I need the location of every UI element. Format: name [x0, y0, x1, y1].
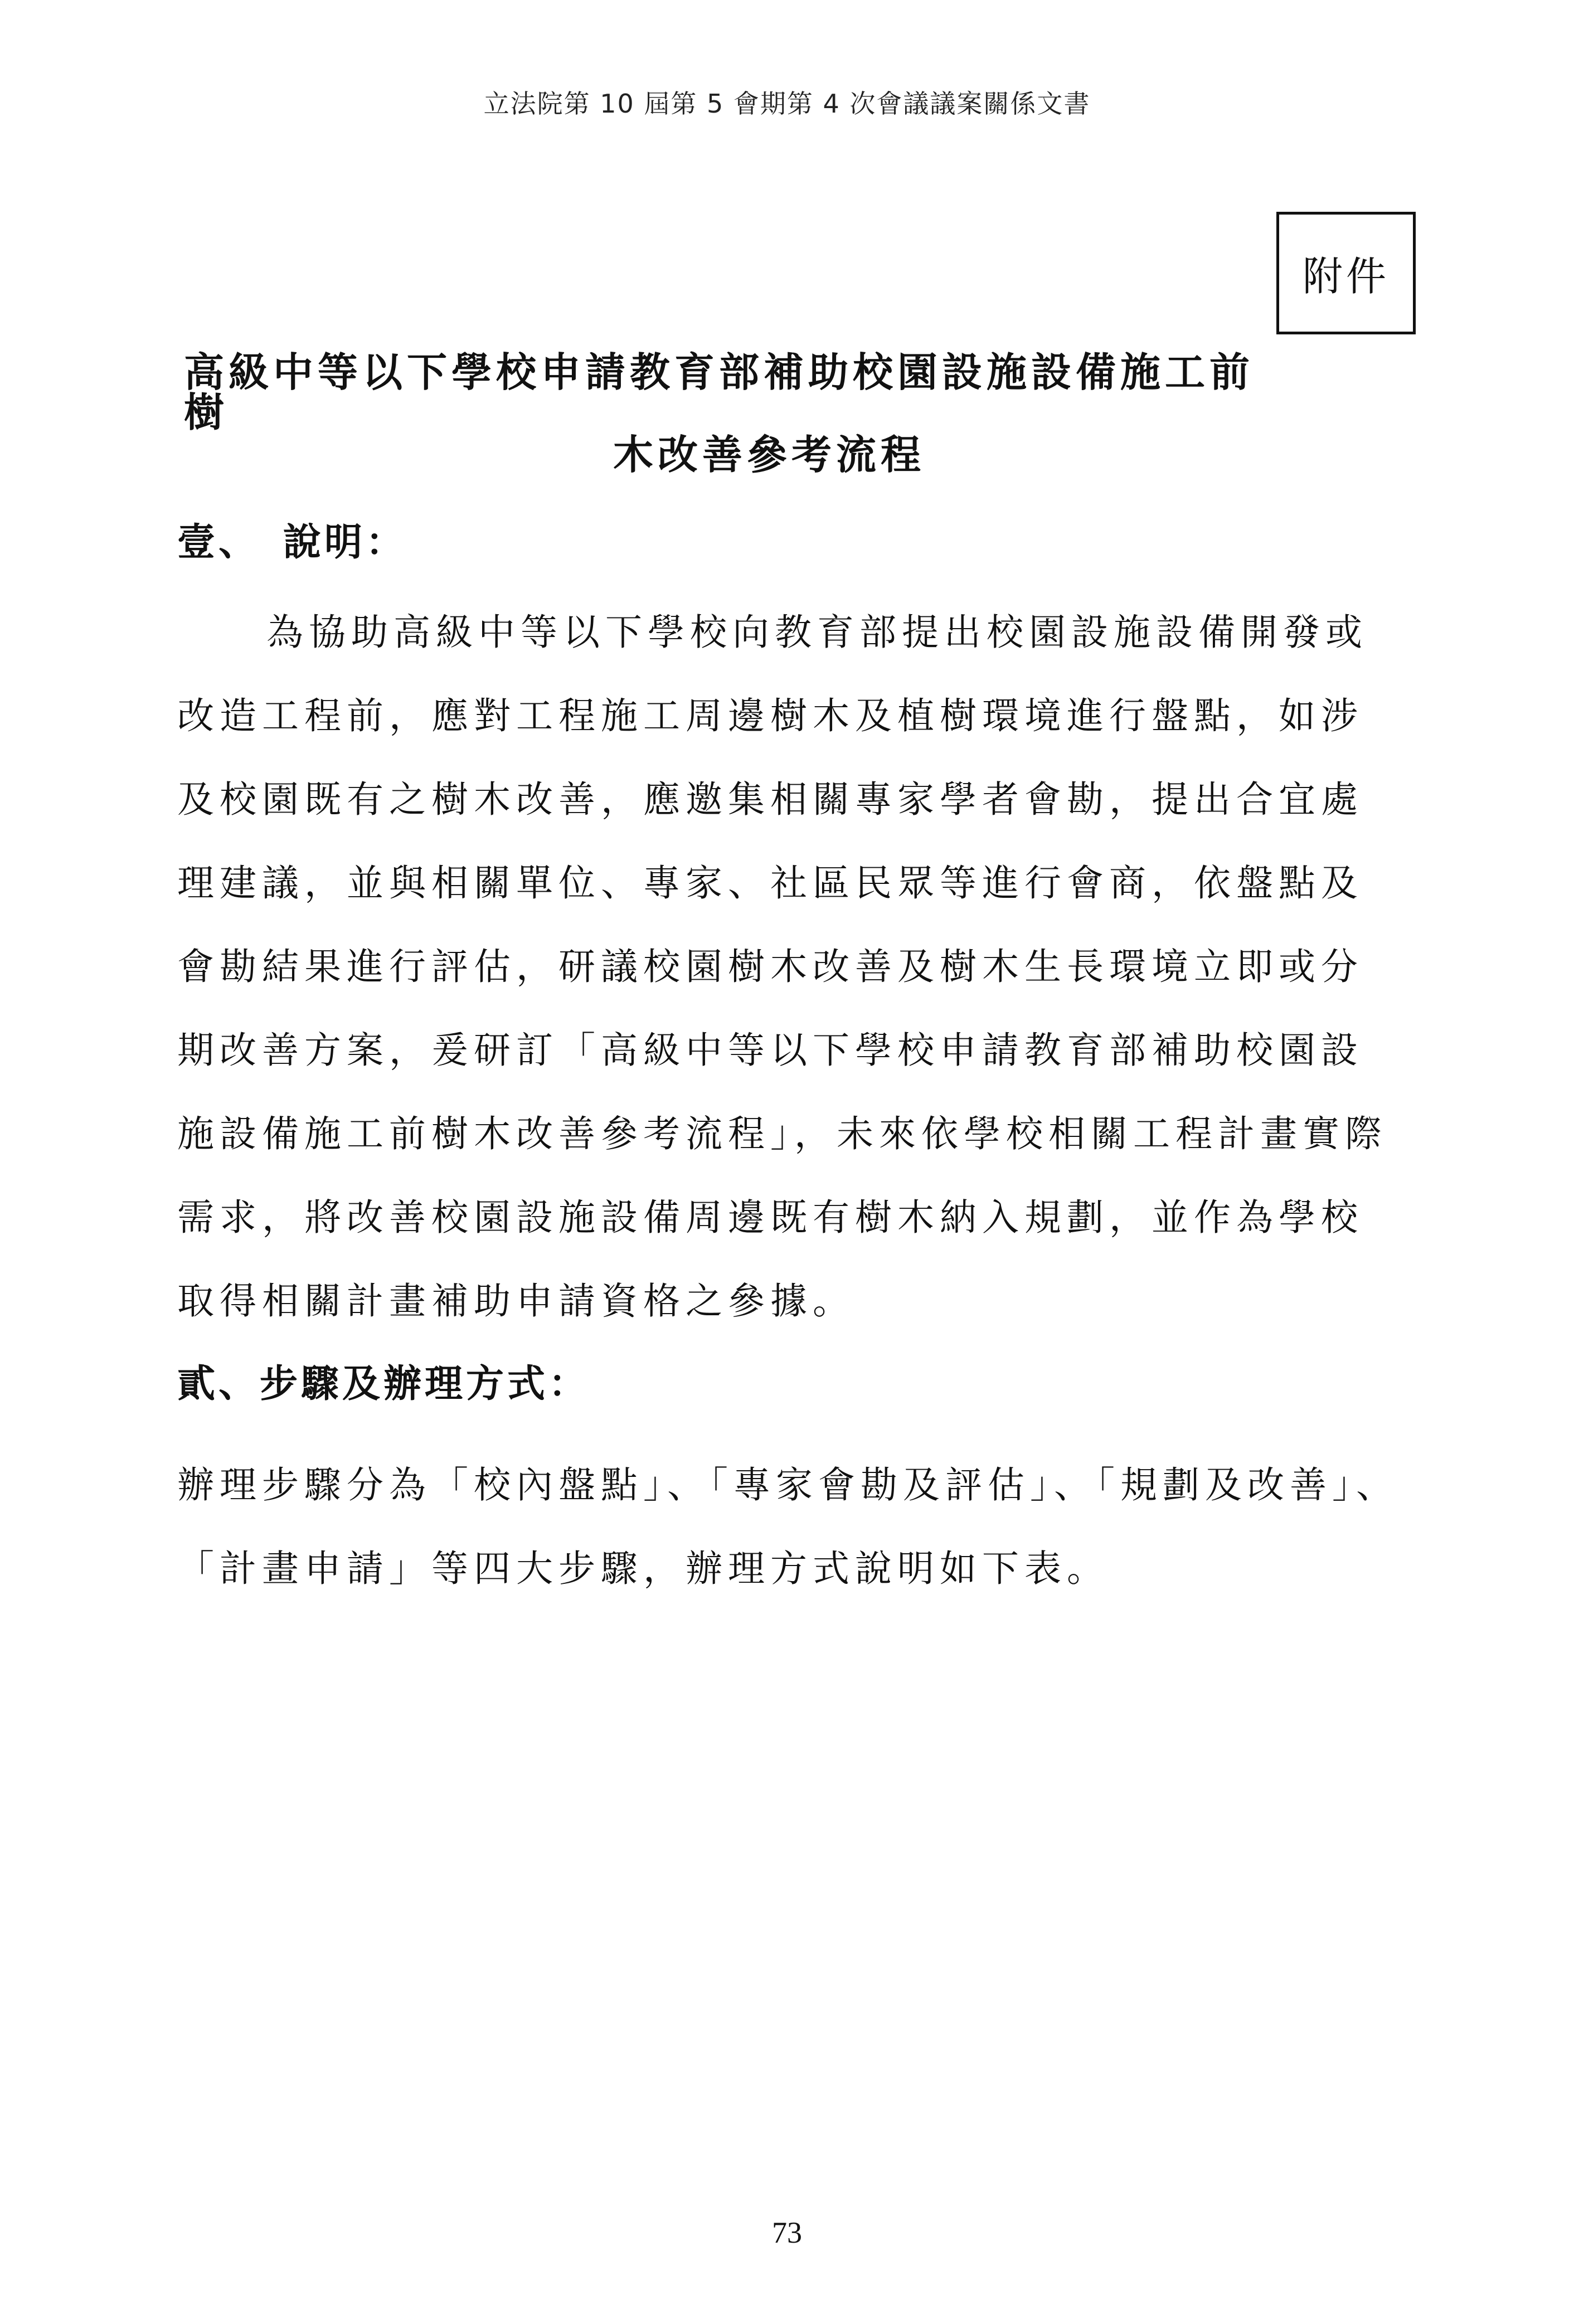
section-1-title: 說明： [283, 521, 407, 565]
page-header: 立法院第 10 屆第 5 會期第 4 次會議議案關係文書 [483, 89, 1091, 119]
section-1-paragraph [177, 591, 1387, 1343]
section-1-number: 壹、 [177, 521, 260, 565]
document-title-line-2: 木改善參考流程 [613, 431, 926, 478]
paragraph-line: 需求，將改善校園設施設備周邊既有樹木納入規劃，並作為學校 [177, 1196, 1363, 1239]
paragraph-line: 理建議，並與相關單位、專家、社區民眾等進行會商，依盤點及 [177, 862, 1363, 905]
paragraph-line: 及校園既有之樹木改善，應邀集相關專家學者會勘，提出合宜處 [177, 778, 1363, 821]
attachment-label-box: 附件 [1276, 212, 1416, 334]
paragraph-line: 取得相關計畫補助申請資格之參據。 [177, 1280, 855, 1323]
paragraph-line: 施設備施工前樹木改善參考流程」，未來依學校相關工程計畫實際 [177, 1112, 1387, 1155]
paragraph-line: 改造工程前，應對工程施工周邊樹木及植樹環境進行盤點，如涉 [177, 694, 1363, 737]
paragraph-line: 為協助高級中等以下學校向教育部提出校園設施設備開發或 [266, 611, 1368, 654]
document-title-line-1: 高級中等以下學校申請教育部補助校園設施設備施工前樹 [184, 349, 1255, 436]
section-2-paragraph [177, 1443, 1398, 1611]
section-2-heading: 貳、步驟及辦理方式： [177, 1362, 590, 1406]
paragraph-line: 會勘結果進行評估，研議校園樹木改善及樹木生長環境立即或分 [177, 945, 1363, 988]
paragraph-line: 期改善方案，爰研訂「高級中等以下學校申請教育部補助校園設 [177, 1029, 1363, 1072]
paragraph-line: 辦理步驟分為「校內盤點」、「專家會勘及評估」、「規劃及改善」、 [177, 1464, 1398, 1506]
page-number: 73 [772, 2216, 802, 2249]
section-1-heading [177, 521, 407, 565]
paragraph-line: 「計畫申請」等四大步驟，辦理方式說明如下表。 [177, 1547, 1109, 1590]
